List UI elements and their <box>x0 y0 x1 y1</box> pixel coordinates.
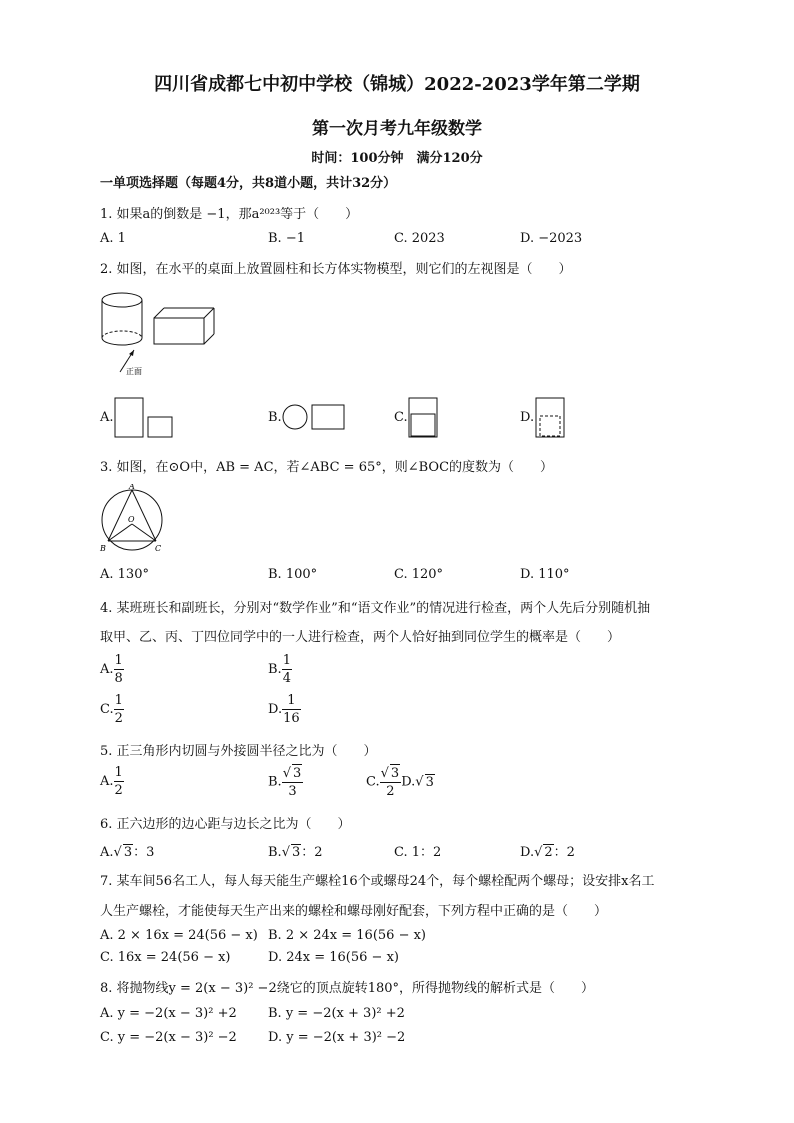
q2-option-a: A. <box>100 410 114 425</box>
question-4-line1: 4. 某班班长和副班长，分别对“数学作业”和“语文作业”的情况进行检查，两个人先后分别随机抽 <box>100 601 651 616</box>
q3-option-b: B. 100° <box>268 567 318 582</box>
q4-option-d: D. $\frac{1}{16}$ <box>268 693 300 726</box>
q6-option-b: B.√ 3：2 <box>268 845 323 860</box>
question-5: 5. 正三角形内切圆与外接圆半径之比为（ ） <box>100 744 377 759</box>
q1-option-b: B. −1 <box>268 231 305 246</box>
q2-option-c: C. <box>394 410 408 425</box>
q8-option-a: A. y = −2(x − 3)² +2 <box>100 1006 237 1021</box>
page-subtitle: 第一次月考九年级数学 <box>312 119 482 139</box>
q4-option-b: B. $\frac{1}{4}$ <box>268 653 291 686</box>
q7-option-c: C. 16x = 24(56 − x) <box>100 950 231 965</box>
question-1: 1. 如果a的倒数是 −1，那a²⁰²³等于（ ） <box>100 207 359 222</box>
q2-solid-figure <box>98 288 220 380</box>
q3-circle-figure <box>96 484 168 556</box>
q3-option-c: C. 120° <box>394 567 444 582</box>
q7-option-b: B. 2 × 24x = 16(56 − x) <box>268 928 426 943</box>
q3-point-o: O <box>128 515 135 524</box>
question-4-line2: 取甲、乙、丙、丁四位同学中的一人进行检查，两个人恰好抽到同位学生的概率是（ ） <box>100 630 621 645</box>
q7-option-a: A. 2 × 16x = 24(56 − x) <box>100 928 258 943</box>
question-7-line2: 人生产螺栓，才能使每天生产出来的螺栓和螺母刚好配套，下列方程中正确的是（ ） <box>100 904 608 919</box>
question-8: 8. 将抛物线y = 2(x − 3)² −2绕它的顶点旋转180°，所得抛物线的解析式是（ ） <box>100 981 595 996</box>
q6-option-d: D.√ 2：2 <box>520 845 575 860</box>
q7-option-d: D. 24x = 16(56 − x) <box>268 950 399 965</box>
q6-option-a: A.√ 3：3 <box>100 845 155 860</box>
q3-point-c: C <box>155 544 162 553</box>
q5-option-a: A. $\frac{1}{2}$ <box>100 765 123 798</box>
q2-option-b: B. <box>268 410 282 425</box>
q8-option-c: C. y = −2(x − 3)² −2 <box>100 1030 237 1045</box>
exam-time: 时间：100分钟 满分120分 <box>311 151 483 166</box>
q5-option-b: B. $\frac{√ 3}{3}$ <box>268 766 302 799</box>
q8-option-d: D. y = −2(x + 3)² −2 <box>268 1030 406 1045</box>
q6-option-c: C. 1：2 <box>394 845 442 860</box>
question-2: 2. 如图，在水平的桌面上放置圆柱和长方体实物模型，则它们的左视图是（ ） <box>100 262 572 277</box>
question-7-line1: 7. 某车间56名工人，每人每天能生产螺栓16个或螺母24个，每个螺栓配两个螺母；设安排x名工 <box>100 874 655 889</box>
q1-option-d: D. −2023 <box>520 231 583 246</box>
q3-point-b: B <box>100 544 106 553</box>
q4-option-c: C. $\frac{1}{2}$ <box>100 693 123 726</box>
q8-option-b: B. y = −2(x + 3)² +2 <box>268 1006 405 1021</box>
q4-option-a: A. $\frac{1}{8}$ <box>100 653 123 686</box>
q2-option-d-figure <box>533 396 569 440</box>
section-heading: 一单项选择题（每题4分，共8道小题，共计32分） <box>100 176 397 191</box>
q2-option-d: D. <box>520 410 535 425</box>
q3-option-a: A. 130° <box>100 567 149 582</box>
q3-option-d: D. 110° <box>520 567 570 582</box>
q3-point-a: A <box>129 484 135 491</box>
q5-option-c: C. $\frac{√ 3}{2}$ D.√ 3 <box>366 766 434 799</box>
question-3: 3. 如图，在⊙O中，AB = AC，若∠ABC = 65°，则∠BOC的度数为（ ） <box>100 460 554 475</box>
q1-option-a: A. 1 <box>100 231 126 246</box>
q1-option-c: C. 2023 <box>394 231 445 246</box>
q2-option-b-figure <box>280 400 350 434</box>
question-6: 6. 正六边形的边心距与边长之比为（ ） <box>100 817 351 832</box>
page-title: 四川省成都七中初中学校（锦城）2022-2023学年第二学期 <box>154 74 640 95</box>
q2-front-label: 正面 <box>126 367 142 376</box>
q2-option-a-figure <box>112 396 176 440</box>
q2-option-c-figure <box>406 396 442 440</box>
